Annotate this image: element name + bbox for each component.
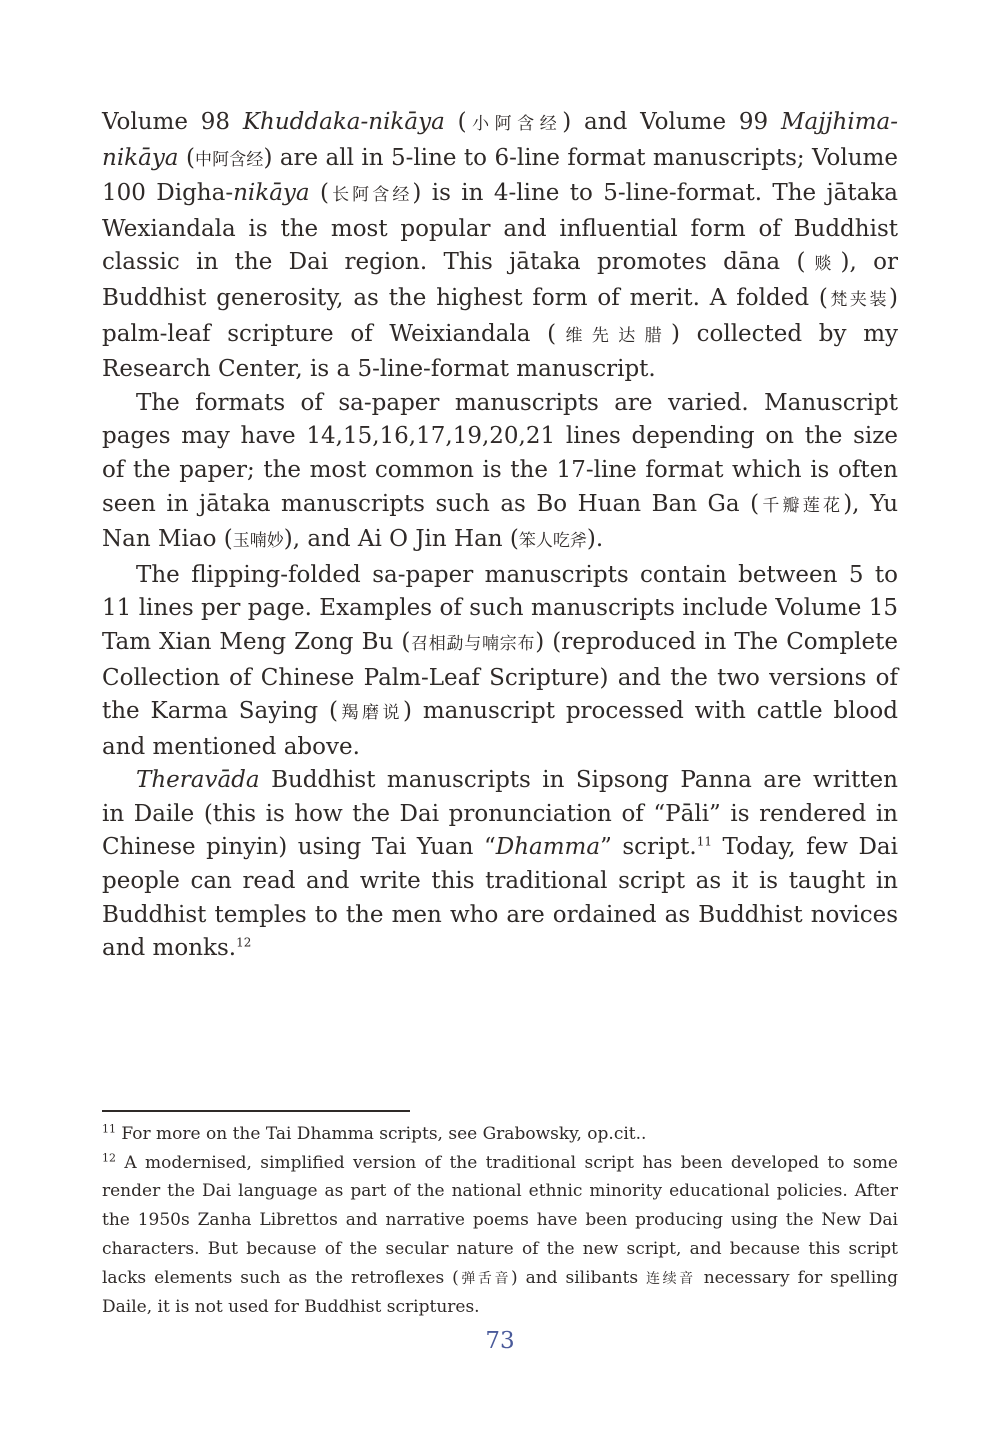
text-run: ), Yu Nan Miao (: [102, 490, 899, 553]
main-text: [102, 106, 898, 966]
text-run: (: [178, 144, 195, 171]
footnote-11: [102, 1120, 898, 1149]
italic-term: Majjhima-nikāya: [102, 109, 898, 171]
chinese-term: 赕: [805, 254, 841, 275]
chinese-term: 千瓣莲花: [759, 495, 844, 516]
text-run: The flipping-folded sa-paper manuscripts contain between 5 to 11 lines per page. Examples of such manuscripts include Volume 15 Tam Xian Meng Zong Bu (: [102, 561, 898, 655]
chinese-term: 羯磨说: [337, 703, 404, 724]
chinese-term: 玉喃妙: [232, 531, 284, 552]
paragraph-2: [102, 387, 898, 559]
italic-term: Dhamma: [495, 834, 601, 861]
text-run: ) and Volume 99: [562, 109, 781, 135]
page-number: 73: [485, 1328, 515, 1354]
footnote-number: 12: [102, 1151, 116, 1165]
text-run: ) palm-leaf scripture of Weixiandala (: [102, 284, 898, 347]
footnote-number: 11: [102, 1122, 116, 1136]
italic-term: Khuddaka-nikāya: [242, 109, 445, 135]
italic-term: Theravāda: [136, 767, 260, 794]
text-run: Buddhist manuscripts in Sipsong Panna are written in Daile (this is how the Dai pronunciation of “Pāli” is rendered in Chinese pinyin) using Tai Yuan “: [102, 767, 898, 861]
text-run: ) are all in 5-line to 6-line format manuscripts; Volume 100 Digha-: [102, 144, 898, 207]
text-run: ).: [586, 526, 604, 553]
chinese-term: 维先达腊: [556, 325, 671, 346]
text-run: (: [444, 109, 467, 135]
text-run: ) collected by my Research Center, is a 5-line-format manuscript.: [102, 320, 899, 383]
text-run: The formats of sa-paper manuscripts are varied. Manuscript pages may have 14,15,16,17,19,20,21 lines depending on the size of the paper; the most common is the 17-line format which is often seen in jātaka manuscripts such as Bo Huan Ban Ga (: [102, 389, 898, 517]
footnote-text: necessary for spelling Daile, it is not used for Buddhist scriptures.: [102, 1267, 898, 1318]
chinese-term: 连续音: [646, 1270, 696, 1287]
text-run: ) is in 4-line to 5-line-format. The jātaka Wexiandala is the most popular and influential form of Buddhist classic in the Dai region. This jātaka promotes dāna (: [102, 180, 899, 276]
chinese-term: 弹舌音: [458, 1270, 511, 1287]
footnote-12: [102, 1149, 898, 1322]
footnote-text: For more on the Tai Dhamma scripts, see Grabowsky, op.cit..: [116, 1124, 647, 1144]
footnote-text: A modernised, simplified version of the traditional script has been developed to some render the Dai language as part of the national ethnic minority educational policies. After the 1950s Zanha Librettos and narrative poems have been producing using the New Dai characters. But because of the secular nature of the new script, and because this script lacks elements such as the retroflexes (: [102, 1152, 898, 1288]
footnote-divider: [102, 1110, 410, 1112]
italic-term: nikāya: [233, 180, 310, 207]
chinese-term: 中阿含经: [194, 149, 264, 170]
text-run: ) manuscript processed with cattle blood and mentioned above.: [102, 698, 898, 760]
chinese-term: 小阿含经: [466, 114, 563, 134]
chinese-term: 长阿含经: [329, 185, 413, 206]
paragraph-1: [102, 106, 898, 387]
footnotes: [102, 1120, 898, 1322]
footnote-text: ) and silibants: [511, 1267, 647, 1288]
text-run: Today, few Dai people can read and write this traditional script as it is taught in Buddhist temples to the men who are ordained as Buddhist novices and monks.: [102, 834, 898, 962]
paragraph-4: [102, 764, 898, 966]
footnote-ref-12[interactable]: 12: [236, 935, 252, 950]
chinese-term: 梵夹装: [827, 289, 890, 310]
text-run: (: [309, 180, 330, 207]
paragraph-3: [102, 559, 898, 765]
chinese-term: 召相勐与喃宗布: [410, 633, 536, 654]
text-run: ) (reproduced in The Complete Collection of Chinese Palm-Leaf Scripture) and the two versions of the Karma Saying (: [102, 628, 899, 725]
chinese-term: 笨人吃斧: [518, 531, 587, 552]
footnote-ref-11[interactable]: 11: [696, 834, 712, 849]
text-run: ), or Buddhist generosity, as the highest form of merit. A folded (: [102, 249, 899, 311]
text-run: ), and Ai O Jin Han (: [283, 526, 519, 553]
text-run: ” script.: [600, 834, 697, 861]
text-run: Volume 98: [102, 109, 243, 135]
